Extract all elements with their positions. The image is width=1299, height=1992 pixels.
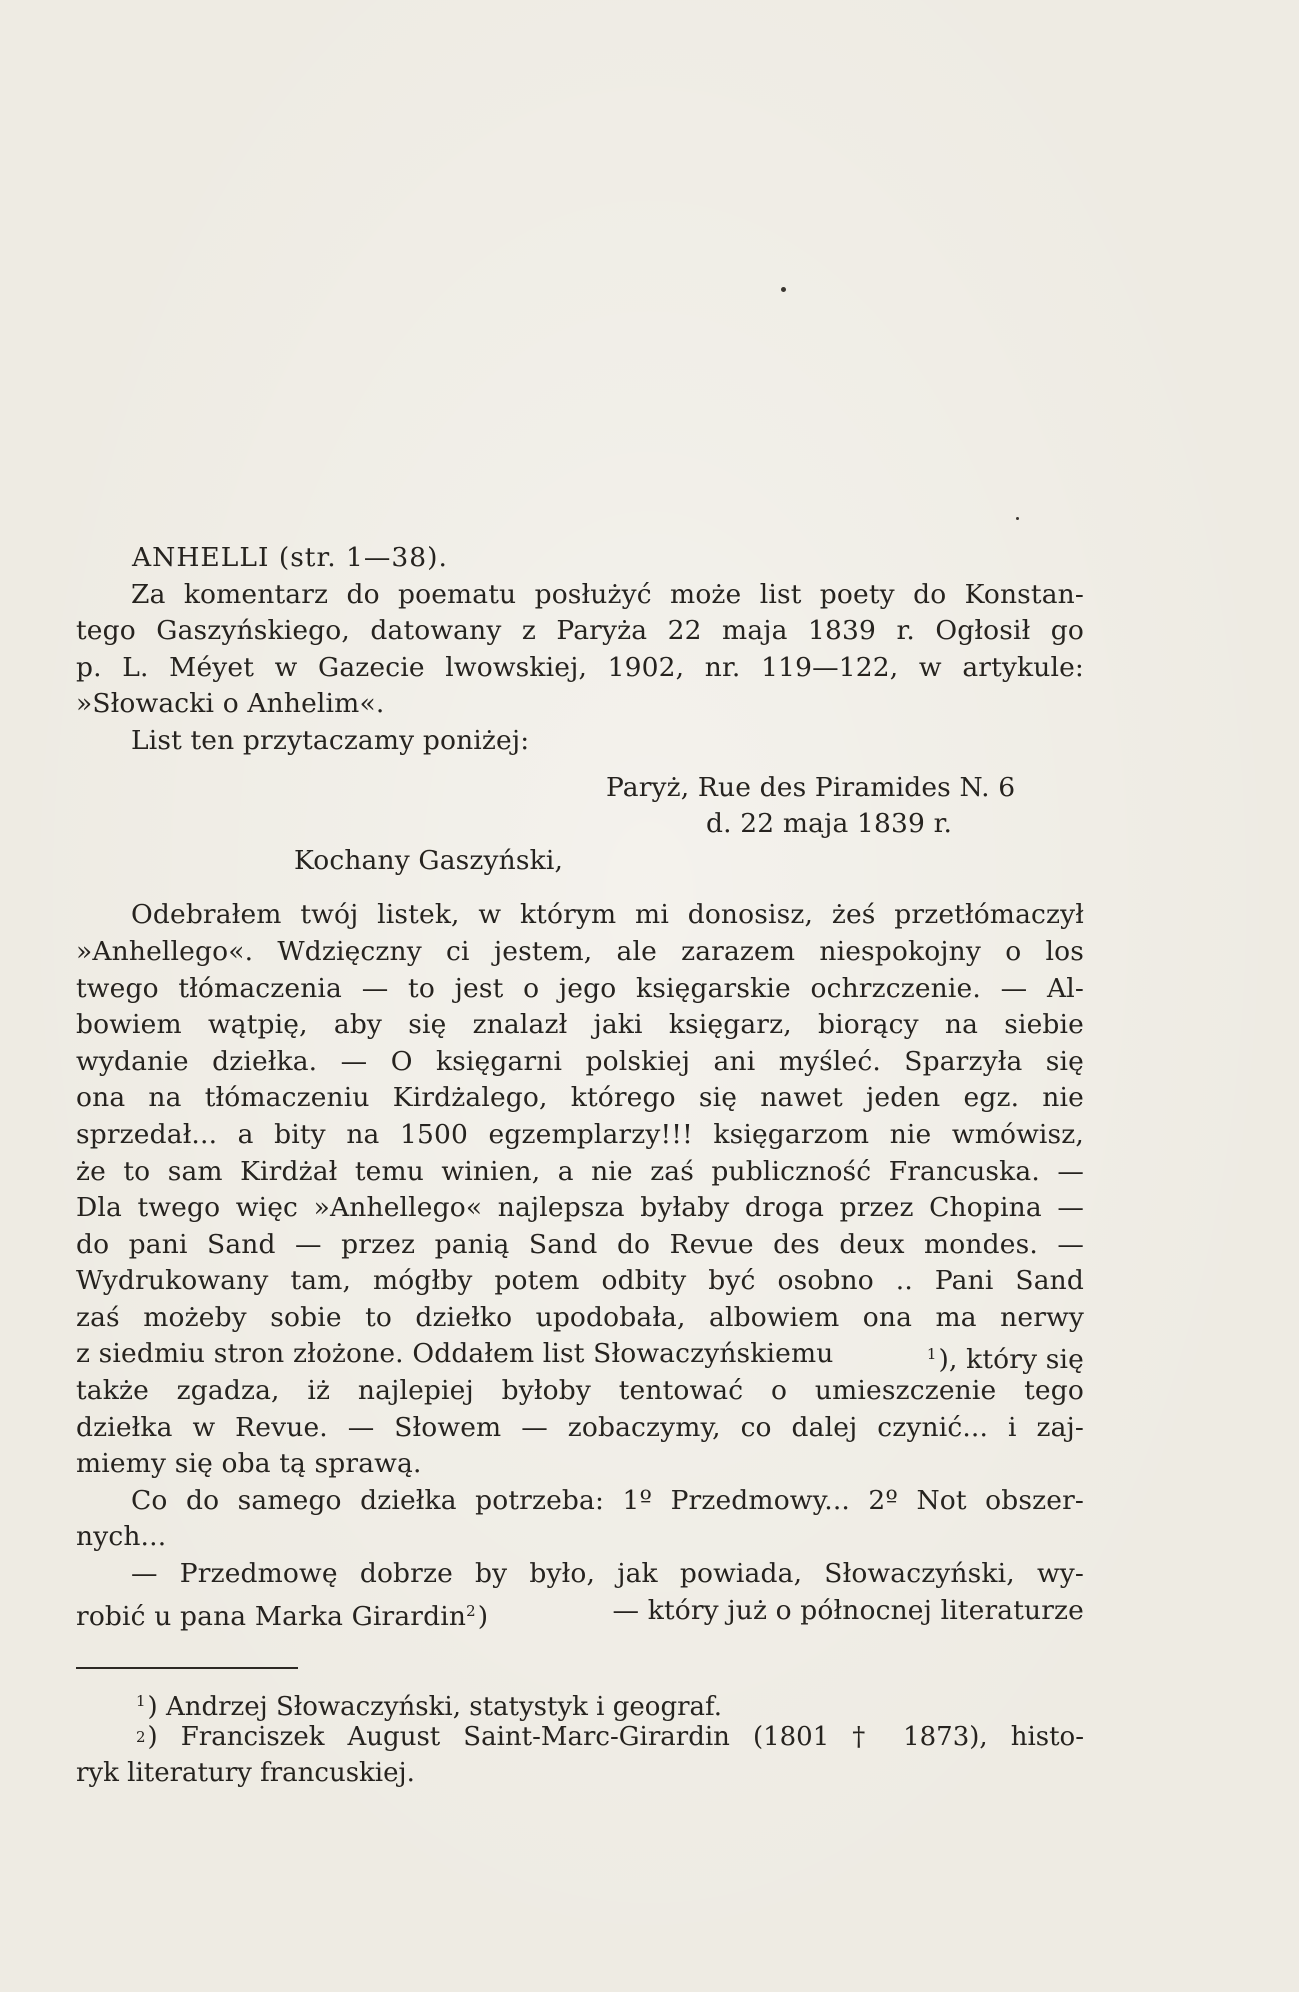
letter-line: Dla twego więc »Anhellego« najlepsza byłaby droga przez Chopina — <box>76 1192 1084 1224</box>
footnote-marker: 1 <box>926 1345 937 1364</box>
footnote <box>76 1719 1084 1755</box>
paragraph-line: Za komentarz do poematu posłużyć może list poety do Konstan- <box>131 578 1084 610</box>
footnote-ref-2 <box>76 1593 488 1630</box>
letter-line: ona na tłómaczeniu Kirdżalego, którego się nawet jeden egz. nie <box>76 1082 1084 1114</box>
letter-line: »Anhellego«. Wdzięczny ci jestem, ale zarazem niespokojny o los <box>76 935 1084 967</box>
letter-line: wydanie dziełka. — O księgarni polskiej ani myśleć. Sparzyła się <box>76 1045 1084 1077</box>
letter-line-text: z siedmiu stron złożone. Oddałem list Słowaczyńskiemu <box>76 1338 834 1370</box>
letter-line-text: robić u pana Marka Girardin <box>76 1600 467 1632</box>
letter-line: do pani Sand — przez panią Sand do Revue des deux mondes. — <box>76 1228 1084 1260</box>
letter-line-with-footnote <box>76 1593 1084 1630</box>
ink-speck <box>1016 517 1019 520</box>
letter-line-text: — który już o północnej literaturze <box>612 1594 1084 1626</box>
letter-line: zaś możeby sobie to dziełko upodobała, albowiem ona ma nerwy <box>76 1301 1084 1333</box>
letter-address: Paryż, Rue des Piramides N. 6 <box>606 771 1016 803</box>
letter-line-with-footnote <box>76 1336 1084 1376</box>
letter-line: dziełka w Revue. — Słowem — zobaczymy, co dalej czynić... i zaj- <box>76 1411 1084 1443</box>
footnote-text: ) Andrzej Słowaczyński, statystyk i geograf. <box>147 1692 722 1722</box>
letter-line: że to sam Kirdżał temu winien, a nie zaś publiczność Francuska. — <box>76 1155 1084 1187</box>
footnote <box>76 1683 1084 1722</box>
paragraph-line: List ten przytaczamy poniżej: <box>131 724 530 756</box>
letter-line: nych... <box>76 1521 167 1553</box>
letter-line: twego tłómaczenia — to jest o jego księgarskie ochrzczenie. — Al- <box>76 972 1084 1004</box>
footnote-text: ) Franciszek August Saint-Marc-Girardin (1801 † 1873), histo- <box>147 1722 1084 1752</box>
letter-line: Wydrukowany tam, mógłby potem odbity być osobno .. Pani Sand <box>76 1265 1084 1297</box>
footnote-marker: 1 <box>136 1692 146 1710</box>
footnote-ref-1 <box>926 1336 1084 1376</box>
section-heading: ANHELLI (str. 1—38). <box>132 542 448 573</box>
letter-greeting: Kochany Gaszyński, <box>294 844 564 876</box>
letter-line: także zgadza, iż najlepiej byłoby tentować o umieszczenie tego <box>76 1375 1084 1407</box>
footnote-ref-tail: ) <box>477 1600 489 1632</box>
letter-line: sprzedał... a bity na 1500 egzemplarzy!!! księgarzom nie wmówisz, <box>76 1118 1084 1150</box>
main-text <box>76 540 1084 1632</box>
letter-date: d. 22 maja 1839 r. <box>706 808 953 840</box>
paragraph-line: p. L. Méyet w Gazecie lwowskiej, 1902, nr. 119—122, w artykule: <box>76 651 1084 683</box>
paragraph-line: tego Gaszyńskiego, datowany z Paryża 22 maja 1839 r. Ogłosił go <box>76 615 1084 647</box>
footnotes <box>76 1683 1084 1791</box>
footnote-marker: 2 <box>136 1728 146 1746</box>
ink-speck <box>781 287 786 292</box>
letter-line: bowiem wątpię, aby się znalazł jaki księgarz, biorący na siebie <box>76 1009 1084 1041</box>
letter-line: — Przedmowę dobrze by było, jak powiada, Słowaczyński, wy- <box>131 1558 1084 1590</box>
footnote-marker: 2 <box>466 1601 476 1620</box>
footnote-ref-tail: ), który się <box>938 1344 1084 1376</box>
letter-line: Odebrałem twój listek, w którym mi donosisz, żeś przetłómaczył <box>131 899 1084 931</box>
footnote-continuation: ryk literatury francuskiej. <box>76 1758 415 1788</box>
letter-line: Co do samego dziełka potrzeba: 1º Przedmowy... 2º Not obszer- <box>131 1484 1084 1516</box>
paragraph-line: »Słowacki o Anhelim«. <box>76 688 385 720</box>
footnote-separator <box>76 1667 298 1669</box>
letter-line: miemy się oba tą sprawą. <box>76 1448 422 1480</box>
